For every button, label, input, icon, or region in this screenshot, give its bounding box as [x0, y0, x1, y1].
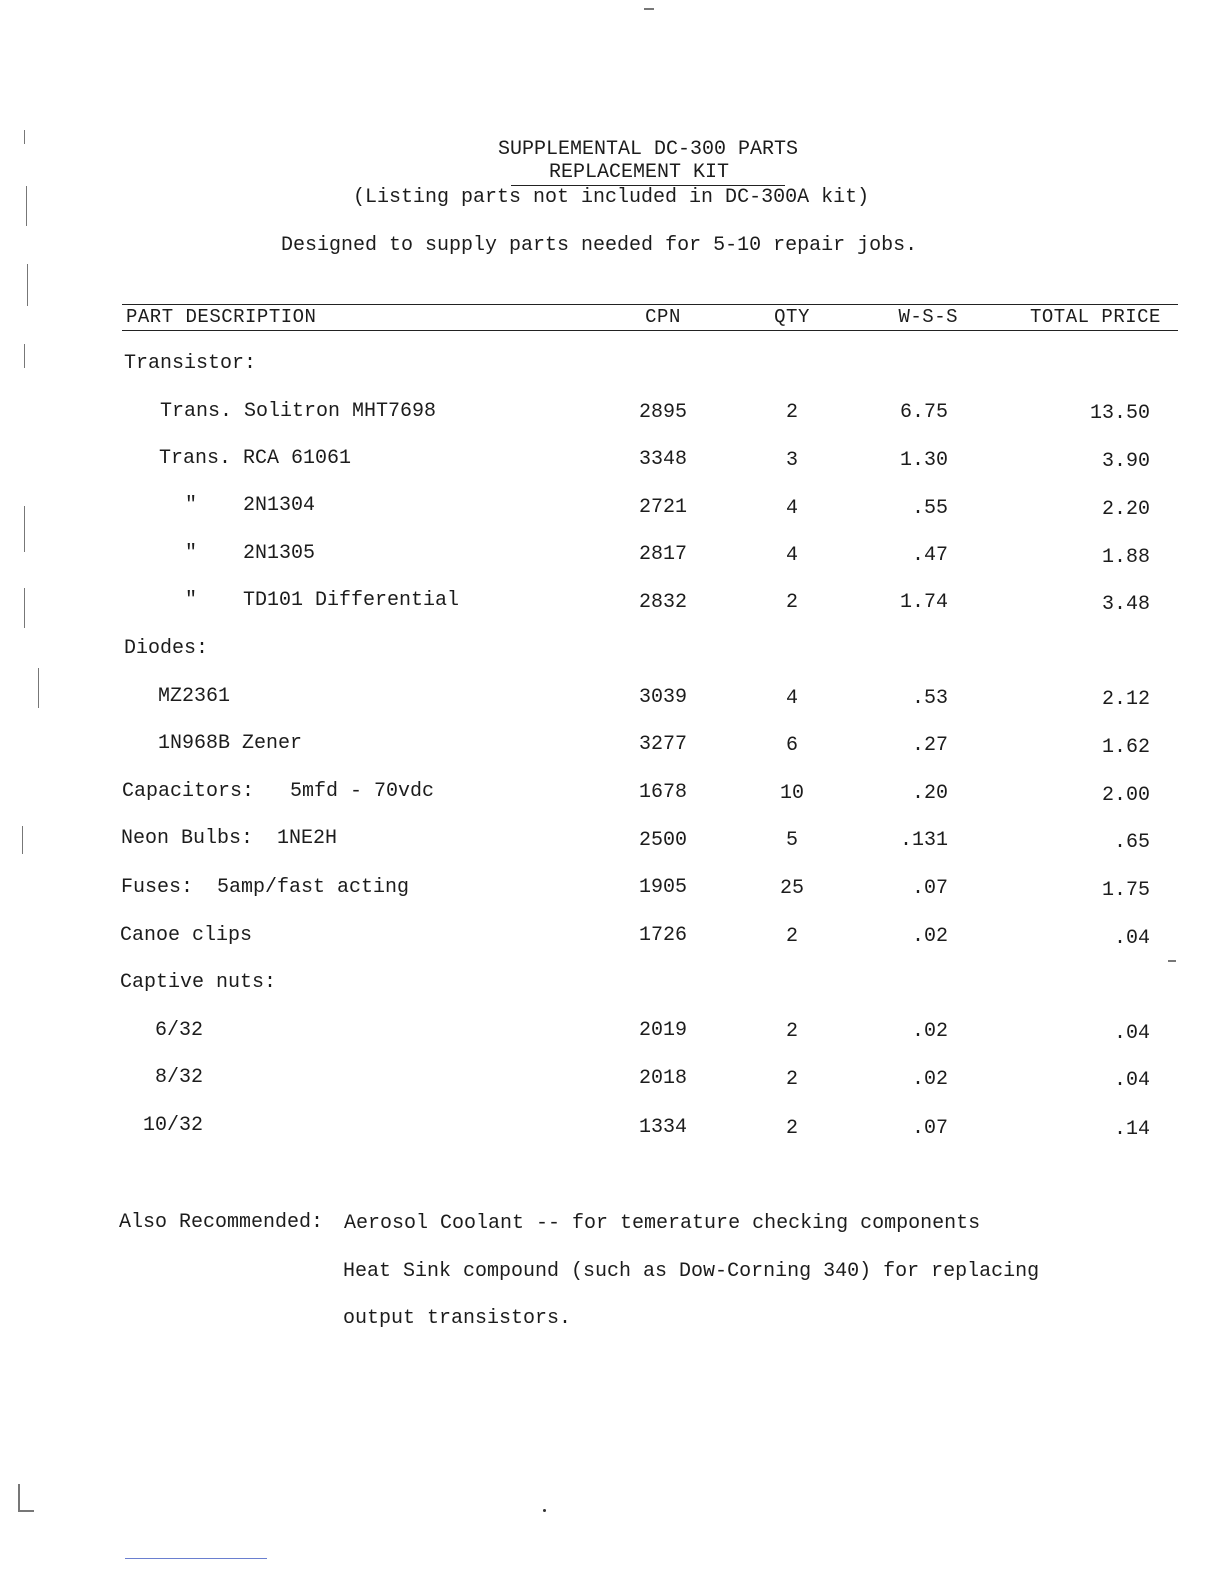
part-wss: .131 — [899, 829, 948, 852]
header-total-price: TOTAL PRICE — [1030, 306, 1161, 328]
scan-margin-mark — [38, 668, 39, 708]
part-cpn: 1905 — [638, 876, 687, 899]
part-qty: 2 — [785, 1020, 798, 1043]
part-total-price: .04 — [1113, 1069, 1150, 1092]
part-cpn: 1678 — [638, 781, 687, 804]
scan-margin-mark — [24, 588, 25, 628]
part-qty: 3 — [785, 449, 798, 472]
ditto-mark: " — [185, 589, 198, 612]
part-cpn: 2895 — [638, 401, 687, 424]
part-wss: .07 — [911, 877, 948, 900]
part-qty: 25 — [779, 877, 804, 900]
part-wss: .02 — [911, 925, 948, 948]
scan-bottom-line — [125, 1558, 267, 1559]
part-description: TD101 Differential — [243, 589, 460, 612]
part-total-price: 3.48 — [1101, 593, 1150, 616]
category-diodes: Diodes: — [124, 637, 209, 660]
part-description: 1N968B Zener — [158, 732, 303, 755]
document-subtitle: Designed to supply parts needed for 5-10 repair jobs. — [281, 234, 918, 257]
table-header-bottom-rule — [122, 330, 1178, 331]
part-cpn: 3277 — [638, 733, 687, 756]
part-total-price: 3.90 — [1101, 450, 1150, 473]
part-total-price: .04 — [1113, 1022, 1150, 1045]
part-qty: 4 — [785, 544, 798, 567]
part-description: Neon Bulbs: 1NE2H — [121, 827, 338, 850]
part-cpn: 2721 — [638, 496, 687, 519]
part-wss: .53 — [911, 687, 948, 710]
part-qty: 5 — [785, 829, 798, 852]
part-total-price: 2.00 — [1101, 784, 1150, 807]
scan-margin-mark — [24, 506, 25, 552]
part-cpn: 2832 — [638, 591, 687, 614]
part-description: Canoe clips — [120, 924, 253, 947]
part-description: Fuses: 5amp/fast acting — [121, 876, 410, 899]
part-wss: 1.74 — [899, 591, 948, 614]
scan-corner-mark — [18, 1510, 34, 1512]
ditto-mark: " — [185, 542, 198, 565]
scan-margin-mark — [27, 264, 28, 306]
document-title-kit-text: REPLACEMENT KIT — [511, 161, 785, 186]
header-wss: W-S-S — [898, 306, 958, 328]
recommended-label: Also Recommended: — [119, 1211, 324, 1234]
part-qty: 2 — [785, 401, 798, 424]
part-qty: 4 — [785, 497, 798, 520]
part-description: Capacitors: 5mfd - 70vdc — [122, 780, 435, 803]
part-description: 2N1305 — [243, 542, 316, 565]
scan-speck — [1168, 960, 1176, 962]
part-wss: .55 — [911, 497, 948, 520]
part-total-price: .14 — [1113, 1118, 1150, 1141]
part-qty: 2 — [785, 1068, 798, 1091]
scan-margin-mark — [26, 186, 27, 226]
header-qty: QTY — [774, 306, 810, 328]
ditto-mark: " — [185, 494, 198, 517]
part-total-price: .65 — [1113, 831, 1150, 854]
scan-margin-mark — [24, 344, 25, 368]
recommended-line-2: Heat Sink compound (such as Dow-Corning 340) for replacing — [343, 1260, 1040, 1283]
part-qty: 2 — [785, 925, 798, 948]
part-total-price: 2.20 — [1101, 498, 1150, 521]
part-wss: .27 — [911, 734, 948, 757]
part-description: MZ2361 — [158, 685, 231, 708]
part-description: 6/32 — [155, 1019, 204, 1042]
document-title-kit — [0, 161, 1224, 184]
part-wss: .20 — [911, 782, 948, 805]
part-total-price: 2.12 — [1101, 688, 1150, 711]
scan-speck — [644, 8, 654, 10]
part-wss: .07 — [911, 1117, 948, 1140]
part-cpn: 3348 — [638, 448, 687, 471]
part-description: Trans. RCA 61061 — [159, 447, 352, 470]
part-cpn: 3039 — [638, 686, 687, 709]
part-cpn: 1334 — [638, 1116, 687, 1139]
part-qty: 10 — [779, 782, 804, 805]
part-wss: .47 — [911, 544, 948, 567]
part-wss: 1.30 — [899, 449, 948, 472]
part-description: 8/32 — [155, 1066, 204, 1089]
scan-dot — [543, 1509, 546, 1512]
header-cpn: CPN — [645, 306, 681, 328]
header-part-description: PART DESCRIPTION — [126, 306, 317, 328]
recommended-line-1: Aerosol Coolant -- for temerature checking components — [344, 1212, 981, 1235]
part-cpn: 2817 — [638, 543, 687, 566]
part-qty: 2 — [785, 591, 798, 614]
part-qty: 6 — [785, 734, 798, 757]
part-wss: .02 — [911, 1068, 948, 1091]
part-total-price: 1.62 — [1101, 736, 1150, 759]
scan-margin-mark — [22, 826, 23, 854]
part-cpn: 2019 — [638, 1019, 687, 1042]
category-transistor: Transistor: — [124, 352, 257, 375]
part-cpn: 1726 — [638, 924, 687, 947]
part-total-price: 1.75 — [1101, 879, 1150, 902]
part-wss: .02 — [911, 1020, 948, 1043]
table-header-top-rule — [122, 304, 1178, 305]
category-captive-nuts: Captive nuts: — [120, 971, 277, 994]
part-description: 10/32 — [143, 1114, 204, 1137]
part-description: Trans. Solitron MHT7698 — [160, 400, 437, 423]
scan-margin-mark — [24, 130, 25, 144]
document-title: SUPPLEMENTAL DC-300 PARTS — [497, 138, 799, 161]
part-description: 2N1304 — [243, 494, 316, 517]
part-total-price: 1.88 — [1101, 546, 1150, 569]
part-qty: 4 — [785, 687, 798, 710]
part-total-price: .04 — [1113, 927, 1150, 950]
part-total-price: 13.50 — [1089, 402, 1150, 425]
part-cpn: 2018 — [638, 1067, 687, 1090]
recommended-line-3: output transistors. — [343, 1307, 572, 1330]
document-title-note: (Listing parts not included in DC-300A kit) — [353, 186, 870, 209]
part-qty: 2 — [785, 1117, 798, 1140]
part-wss: 6.75 — [899, 401, 948, 424]
part-cpn: 2500 — [638, 829, 687, 852]
scan-corner-mark — [18, 1484, 20, 1510]
